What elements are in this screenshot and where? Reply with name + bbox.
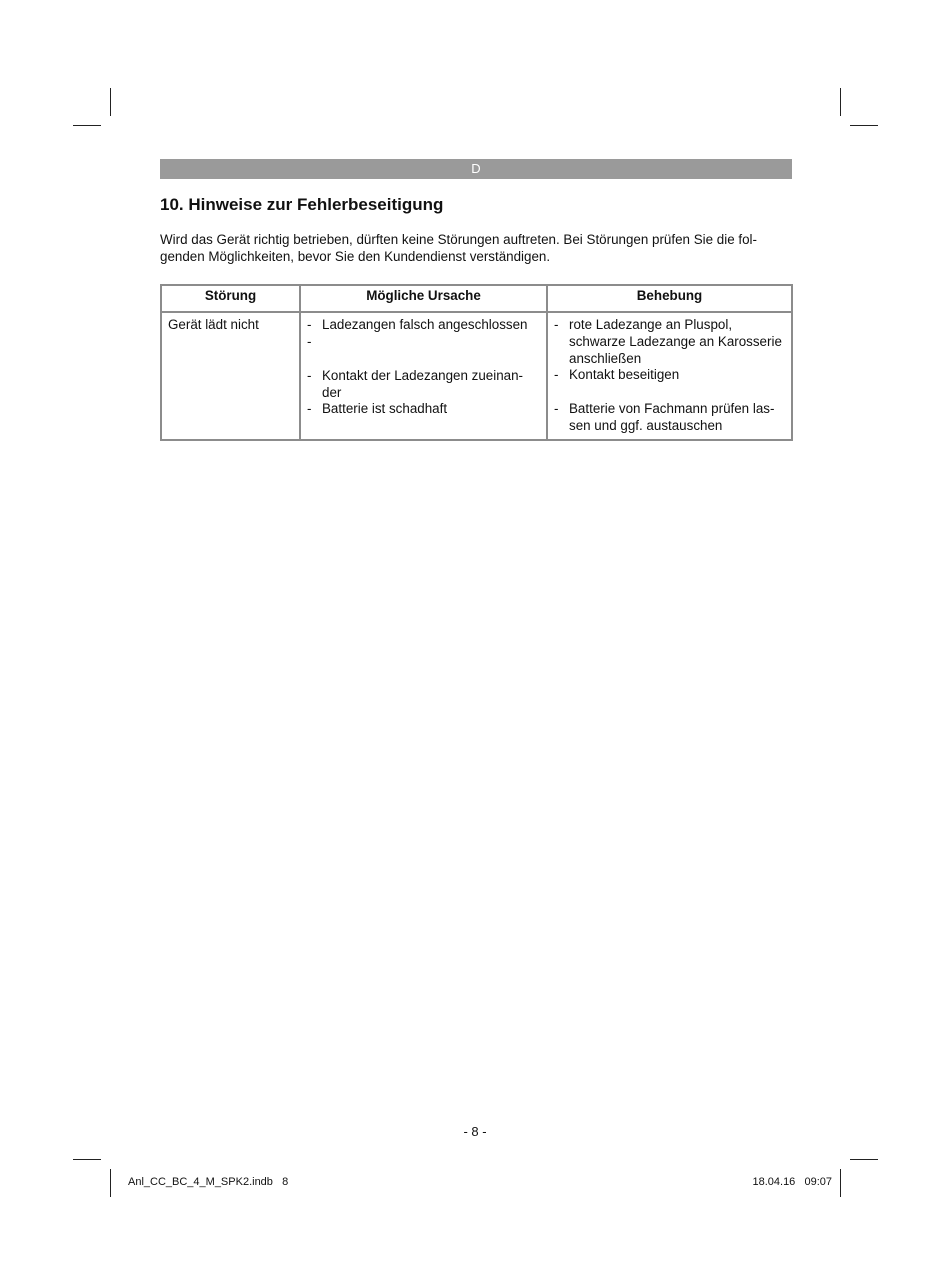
list-item-text: rote Ladezange an Pluspol, <box>569 317 733 332</box>
file-name: Anl_CC_BC_4_M_SPK2.indb 8 <box>128 1176 289 1188</box>
intro-line: genden Möglichkeiten, bevor Sie den Kundendienst verständigen. <box>160 249 551 264</box>
crop-mark <box>110 1169 111 1197</box>
table-header-row <box>161 285 792 312</box>
intro-paragraph <box>160 231 792 265</box>
list-item-text: sen und ggf. austauschen <box>569 417 723 433</box>
remedy-list <box>554 317 785 435</box>
crop-mark <box>840 88 841 116</box>
column-header-behebung: Behebung <box>547 285 792 312</box>
crop-mark <box>850 1159 878 1160</box>
crop-mark <box>850 125 878 126</box>
crop-mark <box>840 1169 841 1197</box>
column-header-ursache: Mögliche Ursache <box>300 285 547 312</box>
list-item <box>554 367 785 384</box>
troubleshooting-table <box>160 284 793 441</box>
list-item <box>554 401 785 435</box>
intro-line: Wird das Gerät richtig betrieben, dürften keine Störungen auftreten. Bei Störungen prüfen Sie die fol- <box>160 232 757 247</box>
list-item-text: Batterie von Fachmann prüfen las- <box>569 400 775 416</box>
cause-list <box>307 317 540 418</box>
crop-mark <box>110 88 111 116</box>
list-item <box>307 401 540 418</box>
list-item-text: anschließen <box>569 350 642 366</box>
section-title: 10. Hinweise zur Fehlerbeseitigung <box>160 195 444 214</box>
table-row <box>161 312 792 440</box>
language-bar: D <box>160 159 792 179</box>
list-item-text: schwarze Ladezange an Karosserie <box>569 333 782 349</box>
list-item-text: Kontakt der Ladezangen zueinan- <box>322 367 524 383</box>
crop-mark <box>73 125 101 126</box>
crop-mark <box>73 1159 101 1160</box>
print-timestamp: 18.04.16 09:07 <box>752 1176 832 1188</box>
list-item-text: Batterie ist schadhaft <box>322 401 448 417</box>
list-item <box>554 317 785 367</box>
list-item <box>307 317 540 334</box>
list-item-text: Ladezangen falsch angeschlossen <box>322 317 528 332</box>
list-item-text: der <box>322 384 342 400</box>
list-item-text: Kontakt beseitigen <box>569 367 680 383</box>
list-spacer <box>307 334 540 368</box>
list-item <box>307 368 540 402</box>
fault-cell: Gerät lädt nicht <box>161 312 300 440</box>
remedy-cell <box>547 312 792 440</box>
column-header-stoerung: Störung <box>161 285 300 312</box>
cause-cell <box>300 312 547 440</box>
page-number: - 8 - <box>463 1124 487 1139</box>
